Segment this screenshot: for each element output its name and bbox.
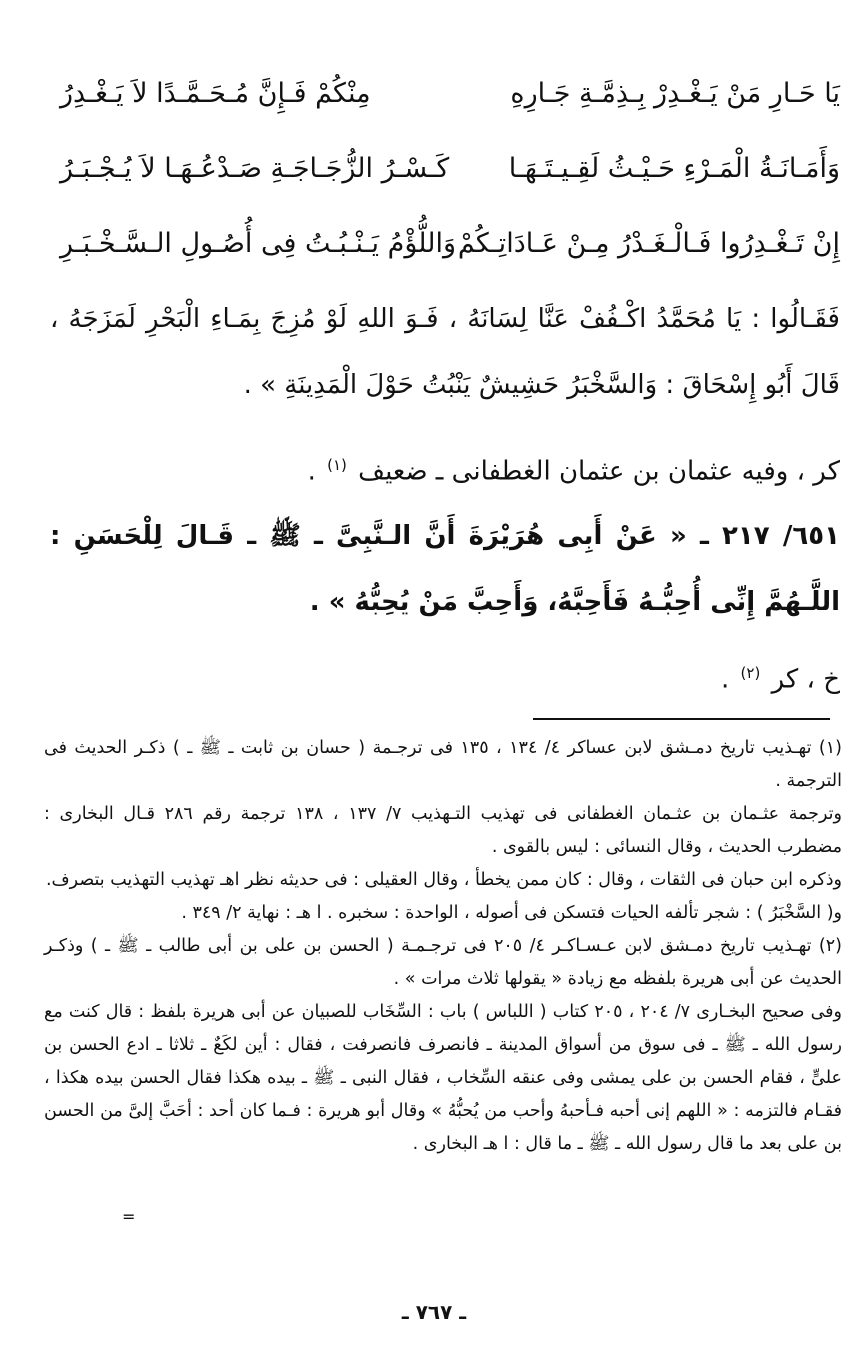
source-line-1 — [50, 440, 840, 490]
narration-paragraph: فَقَـالُوا : يَا مُحَمَّدُ اكْـفُفْ عَنَّا لِسَانَهُ ، فَـوَ اللهِ لَوْ مُزِجَ بِمَـاءِ الْبَحْرِ لَمَزَجَهُ ، قَالَ أَبُو إِسْحَاقَ : وَالسَّخْبَرُ حَشِيشٌ يَنْبُتُ حَوْلَ الْمَدِينَةِ » . — [50, 304, 840, 400]
footnote-1: (١) تهـذيب تاريخ دمـشق لابن عساكر ٤/ ١٣٤ ، ١٣٥ فى ترجـمة ( حسان بن ثابت ـ ﷺ ـ ) ذكـر الحديث فى الترجمة . — [44, 738, 842, 791]
source-line-1-end: . — [307, 456, 316, 487]
poem-verse-2 — [60, 143, 840, 193]
verse-2-second-hemistich: كَـسْـرُ الزُّجَـاجَـةِ صَـدْعُـهَـا لاَ يُـجْـبَـرُ — [60, 152, 450, 184]
source-line-2 — [50, 648, 840, 698]
page-number: ـ ٧٦٧ ـ — [401, 1300, 467, 1324]
source-line-2-end: . — [720, 664, 730, 695]
footnote-2: (٢) تهـذيب تاريخ دمـشق لابن عـسـاكـر ٤/ ٢٠٥ فى ترجـمـة ( الحسن بن على بن أبى طالب ـ ﷺ ـ ) وذكـر الحديث عن أبى هريرة بلفظه مع زيادة « يقولها ثلاث مرات » . — [44, 936, 842, 989]
footnote-1-ibn-hibban-note: وذكره ابن حبان فى الثقات ، وقال : كان ممن يخطأ ، وقال العقيلى : فى حديثه نظر اهـ تهذيب التهذيب بتصرف. — [45, 870, 842, 890]
poem-verse-3 — [60, 218, 840, 268]
footnote-separator — [533, 718, 830, 720]
source-line-2-text: خ ، كر — [771, 664, 840, 695]
footnotes — [44, 732, 842, 1161]
footnote-2-bukhari-note: وفى صحيح البخـارى ٧/ ٢٠٤ ، ٢٠٥ كتاب ( اللباس ) باب : السِّخَاب للصبيان عن أبى هريرة بلفظ : قال كنت مع رسول الله ـ ﷺ ـ فى سوق من أسواق المدينة ـ فانصرف فانصرفت ، فقال : أين لكَعٌ ـ ثلاثا ـ ادع الحسن بن علىٍّ ، فقام الحسن بن على يمشى وفى عنقه السِّخاب ، فقال النبى ـ ﷺ ـ بيده هكذا فقال الحسن بيده هكذا ، فقـام فالتزمه : « اللهم إنى أحبه فـأحبهُ وأحب من يُحبُّهُ » وقال أبو هريرة : فـما كان أحد : أحَبَّ إلىَّ من الحسن بن على بعد ما قال رسول الله ـ ﷺ ـ ما قال : ا هـ البخارى . — [44, 1002, 842, 1154]
poem-verse-1 — [60, 68, 840, 118]
verse-3-second-hemistich: وَاللُّؤْمُ يَـنْـبُـتُ فِى أُصُـولِ الـسَّـخْـبَـرِ — [60, 227, 456, 259]
footnote-ref-1: (١) — [327, 456, 347, 474]
verse-1-second-hemistich: مِنْكُمْ فَـإِنَّ مُـحَـمَّـدًا لاَ يَـغْـدِرُ — [60, 77, 371, 109]
verse-2-first-hemistich: وَأَمَـانَـةُ الْمَـرْءِ حَـيْـثُ لَقِـيـتَـهَـا — [508, 152, 840, 184]
hadith-paragraph: ٦٥١/ ٢١٧ ـ « عَنْ أَبِى هُرَيْرَةَ أَنَّ الـنَّبِىَّ ـ ﷺ ـ قَـالَ لِلْحَسَنِ : اللَّـهُمَّ إِنِّى أُحِبُّـهُ فَأَحِبَّهُ، وَأَحِبَّ مَنْ يُحِبُّهُ » . — [50, 521, 840, 617]
verse-1-first-hemistich: يَا حَـارِ مَنْ يَـغْـدِرْ بِـذِمَّـةِ جَـارِهِ — [510, 77, 840, 109]
footnote-ref-2: (٢) — [740, 664, 761, 682]
footnote-1-sakhbar-note: و( السَّخْبَرُ ) : شجر تألفه الحيات فتسكن فى أصوله ، الواحدة : سخبره . ا هـ : نهاية ٢/ ٣٤٩ . — [181, 903, 842, 923]
footnote-1-narrator-note: وترجمة عثـمان بن عثـمان الغطفانى فى تهذيب التـهذيب ٧/ ١٣٧ ، ١٣٨ ترجمة رقم ٢٨٦ قـال البخارى : مضطرب الحديث ، وقال النسائى : ليس بالقوى . — [44, 804, 842, 857]
source-line-1-text: كر ، وفيه عثمان بن عثمان الغطفانى ـ ضعيف — [358, 456, 840, 487]
continuation-mark: = — [122, 1207, 136, 1226]
verse-3-first-hemistich: إِنْ تَـغْـدِرُوا فَـالْـغَـدْرُ مِـنْ عَـادَاتِـكُمْ — [457, 227, 840, 259]
